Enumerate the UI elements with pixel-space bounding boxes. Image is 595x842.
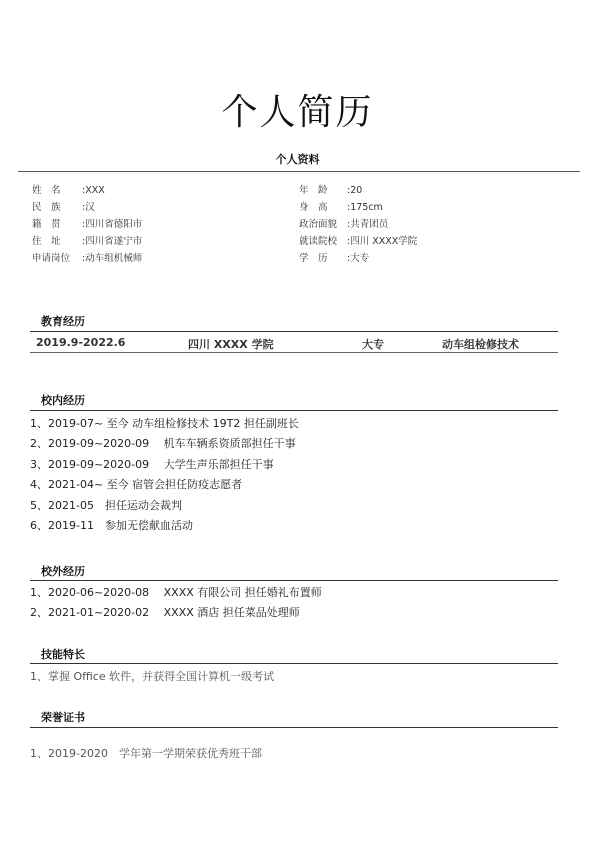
info-position: 申请岗位 :动车组机械师 <box>32 250 142 264</box>
info-value: 20 <box>350 185 363 196</box>
info-name: 姓 名 :XXX <box>32 182 105 196</box>
education-bottom-divider <box>30 352 558 353</box>
info-ethnicity: 民 族 :汉 <box>32 199 95 213</box>
campus-heading: 校内经历 <box>41 394 85 407</box>
info-label: 年 龄 <box>299 185 328 196</box>
list-item: 2、2021-01~2020-02 XXXX 酒店 担任菜品处理师 <box>30 606 300 619</box>
personal-info-heading: 个人资料 <box>275 153 320 166</box>
honors-divider <box>30 727 558 728</box>
campus-divider <box>30 410 558 411</box>
list-item: 1、2020-06~2020-08 XXXX 有限公司 担任婚礼布置师 <box>30 586 322 599</box>
info-label: 身 高 <box>299 202 328 213</box>
external-heading: 校外经历 <box>41 565 85 578</box>
external-divider <box>30 580 558 581</box>
info-value: 汉 <box>85 202 95 213</box>
list-item: 5、2021-05 担任运动会裁判 <box>30 499 182 512</box>
list-item: 3、2019-09~2020-09 大学生声乐部担任干事 <box>30 458 274 471</box>
info-label: 住 址 <box>32 236 61 247</box>
list-item: 6、2019-11 参加无偿献血活动 <box>30 519 193 532</box>
info-education-level: 学 历 :大专 <box>299 250 369 264</box>
skills-heading: 技能特长 <box>41 648 85 661</box>
info-value: 175cm <box>350 202 383 213</box>
info-height: 身 高 :175cm <box>299 199 383 213</box>
honors-heading: 荣誉证书 <box>41 711 85 724</box>
info-value: 大专 <box>350 253 370 264</box>
info-label: 籍 贯 <box>32 219 61 230</box>
info-label: 民 族 <box>32 202 61 213</box>
info-address: 住 址 :四川省遂宁市 <box>32 233 142 247</box>
info-value: 四川省德阳市 <box>85 219 143 230</box>
education-major: 动车组检修技术 <box>442 338 519 351</box>
info-value: 四川 XXXX学院 <box>350 236 418 247</box>
education-divider <box>30 331 558 332</box>
info-label: 申请岗位 <box>32 253 71 264</box>
list-item: 1、2019-2020 学年第一学期荣获优秀班干部 <box>30 747 262 760</box>
list-item: 4、2021-04~ 至今 宿管会担任防疫志愿者 <box>30 478 243 491</box>
education-degree: 大专 <box>362 338 384 351</box>
info-value: 动车组机械师 <box>85 253 143 264</box>
education-heading: 教育经历 <box>41 315 85 328</box>
info-value: 四川省遂宁市 <box>85 236 143 247</box>
education-school: 四川 XXXX 学院 <box>188 338 274 351</box>
info-label: 学 历 <box>299 253 328 264</box>
info-political-status: 政治面貌 :共青团员 <box>299 216 388 230</box>
info-value: 共青团员 <box>350 219 389 230</box>
info-value: XXX <box>85 185 105 196</box>
personal-info-divider <box>18 171 580 172</box>
skills-divider <box>30 663 558 664</box>
info-native-place: 籍 贯 :四川省德阳市 <box>32 216 142 230</box>
list-item: 1、2019-07~ 至今 动车组检修技术 19T2 担任副班长 <box>30 417 299 430</box>
info-label: 政治面貌 <box>299 219 338 230</box>
list-item: 1、掌握 Office 软件，并获得全国计算机一级考试 <box>30 670 275 683</box>
info-label: 就读院校 <box>299 236 338 247</box>
info-school: 就读院校 :四川 XXXX学院 <box>299 233 417 247</box>
list-item: 2、2019-09~2020-09 机车车辆系资质部担任干事 <box>30 437 296 450</box>
resume-title: 个人简历 <box>221 92 374 133</box>
education-period: 2019.9-2022.6 <box>36 336 126 349</box>
info-age: 年 龄 :20 <box>299 182 362 196</box>
info-label: 姓 名 <box>32 185 61 196</box>
